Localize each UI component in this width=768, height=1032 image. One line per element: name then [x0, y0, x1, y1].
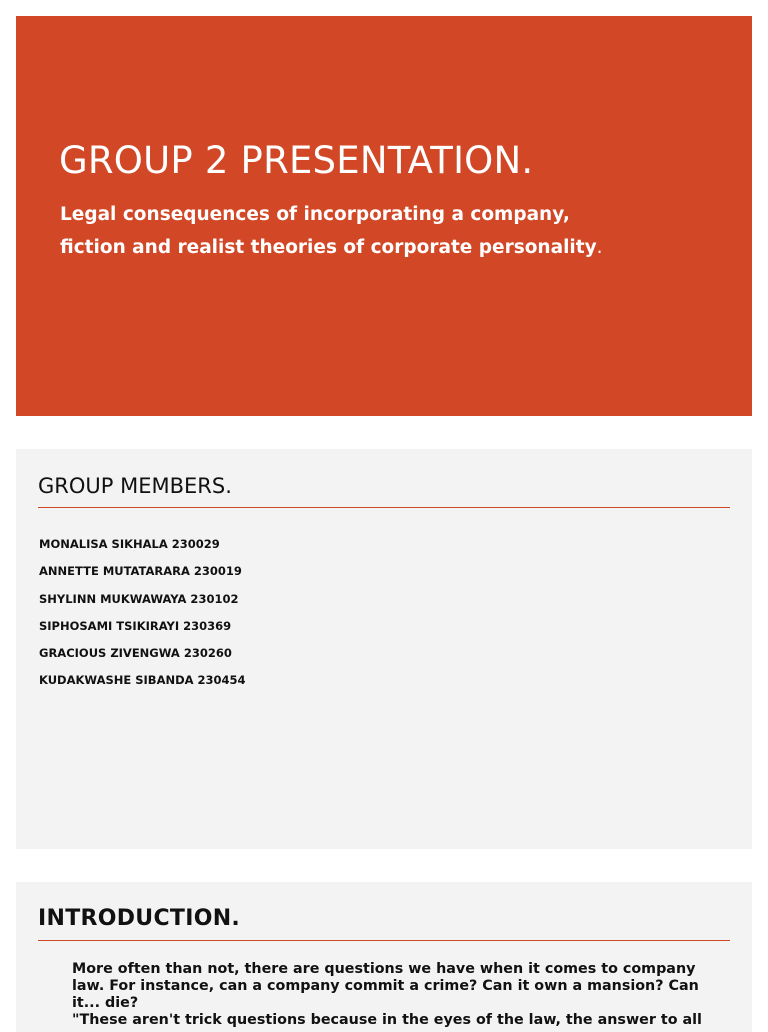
presentation-subtitle — [60, 198, 700, 264]
member-item: SIPHOSAMI TSIKIRAYI 230369 — [39, 618, 232, 633]
intro-line: "These aren't trick questions because in the eyes of the law, the answer to all — [72, 1012, 702, 1028]
subtitle-line — [60, 231, 700, 264]
intro-line: law. For instance, can a company commit a crime? Can it own a mansion? Can — [72, 978, 699, 994]
subtitle-line-text: fiction and realist theories of corporate personality — [60, 237, 597, 258]
group-members-slide[interactable] — [16, 449, 752, 849]
slide-heading: GROUP MEMBERS. — [38, 474, 232, 498]
intro-line: it... die? — [72, 995, 139, 1011]
heading-divider — [38, 507, 730, 508]
intro-paragraph — [72, 961, 722, 1029]
heading-divider — [38, 940, 730, 941]
title-slide[interactable] — [16, 16, 752, 416]
member-item: GRACIOUS ZIVENGWA 230260 — [39, 646, 232, 661]
member-item: ANNETTE MUTATARARA 230019 — [39, 564, 242, 579]
introduction-slide[interactable] — [16, 882, 752, 1032]
subtitle-period: . — [596, 237, 603, 258]
member-item: KUDAKWASHE SIBANDA 230454 — [39, 673, 246, 688]
intro-line: More often than not, there are questions we have when it comes to company — [72, 961, 696, 977]
members-list — [39, 531, 246, 695]
member-item: MONALISA SIKHALA 230029 — [39, 537, 220, 551]
subtitle-line: Legal consequences of incorporating a company, — [60, 204, 570, 225]
slide-heading: INTRODUCTION. — [38, 906, 241, 931]
presentation-title: GROUP 2 PRESENTATION. — [59, 139, 534, 182]
member-item: SHYLINN MUKWAWAYA 230102 — [39, 591, 239, 606]
